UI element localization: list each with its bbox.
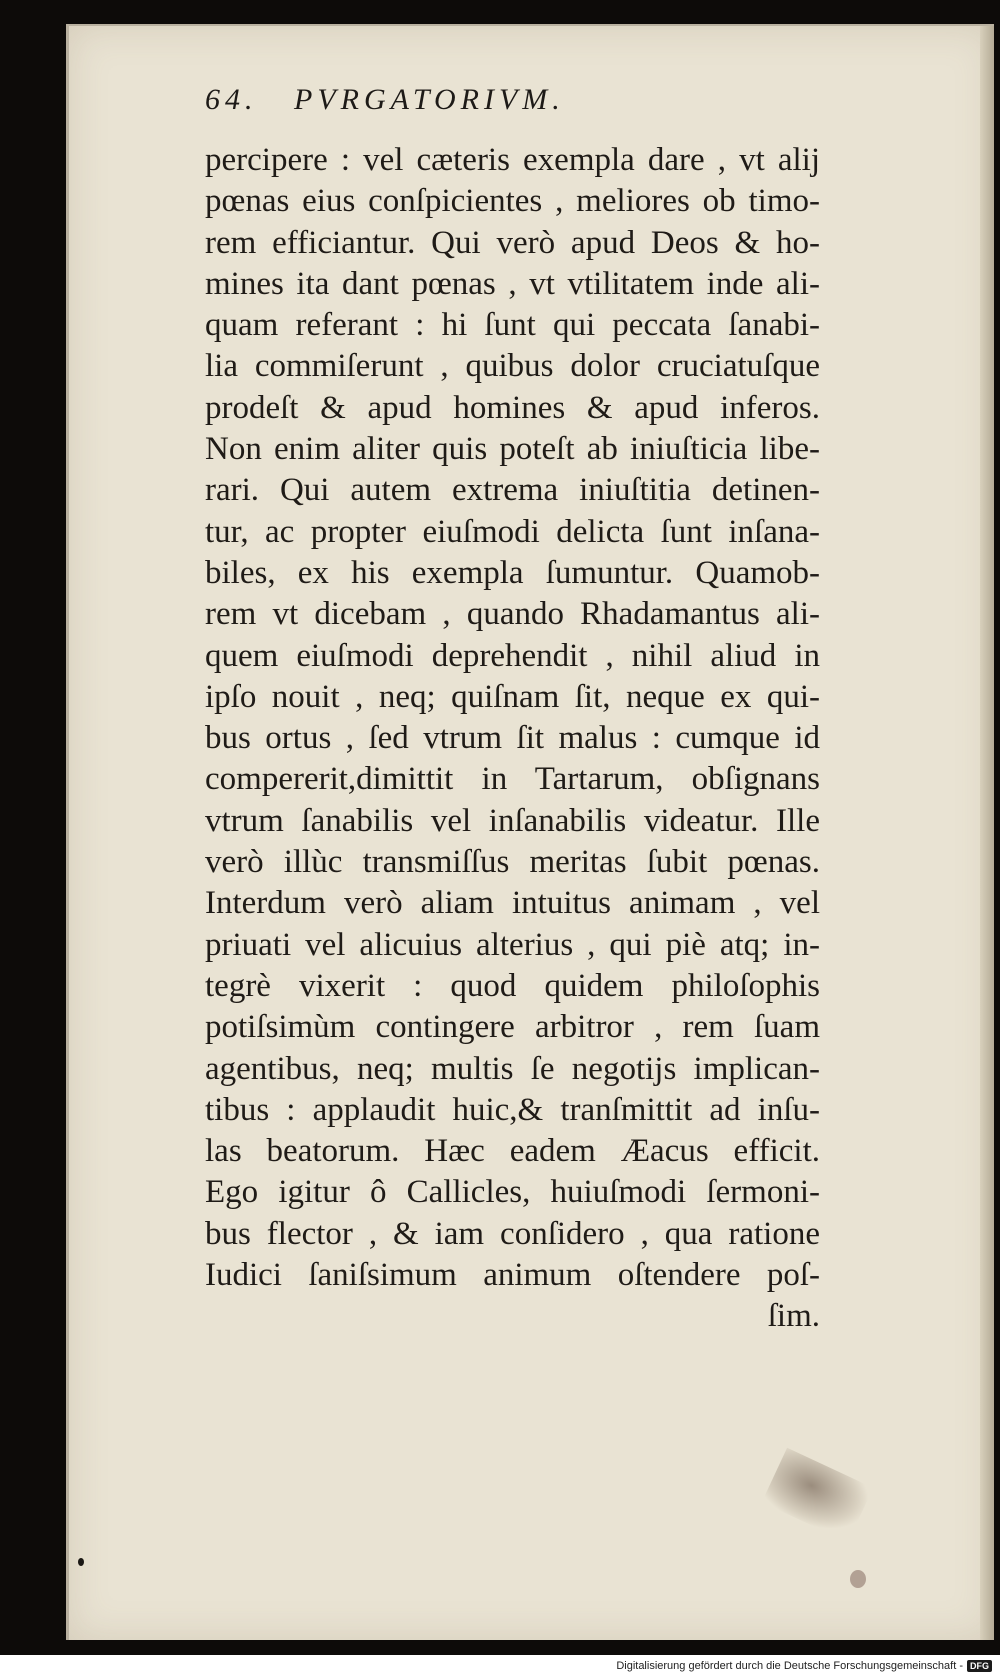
- text-line: agentibus, neq; multis ſe negotijs implican-: [205, 1050, 820, 1087]
- running-title: PVRGATORIVM.: [294, 83, 565, 116]
- running-header: [205, 83, 565, 117]
- text-line: rem vt dicebam , quando Rhadamantus ali-: [205, 596, 820, 633]
- text-block: [205, 140, 820, 1338]
- text-line: percipere : vel cæteris exempla dare , vt alij: [205, 142, 820, 178]
- digitization-credit: Digitalisierung gefördert durch die Deutsche Forschungsgemeinschaft -: [616, 1660, 963, 1672]
- ink-dot: [78, 1558, 84, 1566]
- paper-stain-small: [850, 1570, 866, 1588]
- text-line: priuati vel alicuius alterius , qui piè atq; in-: [205, 926, 820, 963]
- text-line: mines ita dant pœnas , vt vtilitatem inde ali-: [205, 265, 820, 302]
- dfg-logo: DFG: [967, 1660, 992, 1672]
- text-line: potiſsimùm contingere arbitror , rem ſuam: [205, 1009, 820, 1046]
- text-line: lia commiſerunt , quibus dolor cruciatuſque: [205, 348, 820, 385]
- text-line: verò illùc transmiſſus meritas ſubit pœnas.: [205, 844, 820, 881]
- text-line: ipſo nouit , neq; quiſnam ſit, neque ex qui-: [205, 678, 820, 715]
- page-number: 64.: [205, 83, 258, 116]
- text-line: bus flector , & iam conſidero , qua ratione: [205, 1215, 820, 1252]
- text-line: quam referant : hi ſunt qui peccata ſanabi-: [205, 307, 820, 344]
- text-line: biles, ex his exempla ſumuntur. Quamob-: [205, 554, 820, 591]
- text-line: Interdum verò aliam intuitus animam , vel: [205, 885, 820, 922]
- text-line: Ego igitur ô Callicles, huiuſmodi ſermoni-: [205, 1174, 820, 1211]
- text-line: ſim.: [767, 1298, 820, 1335]
- digitization-footer: [616, 1658, 992, 1674]
- text-line: rem efficiantur. Qui verò apud Deos & ho-: [205, 224, 820, 261]
- text-line: Non enim aliter quis poteſt ab iniuſticia libe-: [205, 431, 820, 468]
- text-line: Iudici ſaniſsimum animum oſtendere poſ-: [205, 1257, 820, 1294]
- text-line: quem eiuſmodi deprehendit , nihil aliud in: [205, 637, 820, 674]
- text-line: vtrum ſanabilis vel inſanabilis videatur. Ille: [205, 802, 820, 839]
- text-line: las beatorum. Hæc eadem Æacus efficit.: [205, 1133, 820, 1170]
- text-line: prodeſt & apud homines & apud inferos.: [205, 389, 820, 426]
- text-line: tur, ac propter eiuſmodi delicta ſunt inſana-: [205, 513, 820, 550]
- text-line: tibus : applaudit huic,& tranſmittit ad inſu-: [205, 1091, 820, 1128]
- text-line: bus ortus , ſed vtrum ſit malus : cumque id: [205, 720, 820, 757]
- page-edge: [980, 26, 994, 1640]
- text-line: pœnas eius conſpicientes , meliores ob timo-: [205, 183, 820, 220]
- text-line: tegrè vixerit : quod quidem philoſophis: [205, 967, 820, 1004]
- text-line: compererit,dimittit in Tartarum, obſignans: [205, 761, 820, 798]
- text-line: rari. Qui autem extrema iniuſtitia detinen-: [205, 472, 820, 509]
